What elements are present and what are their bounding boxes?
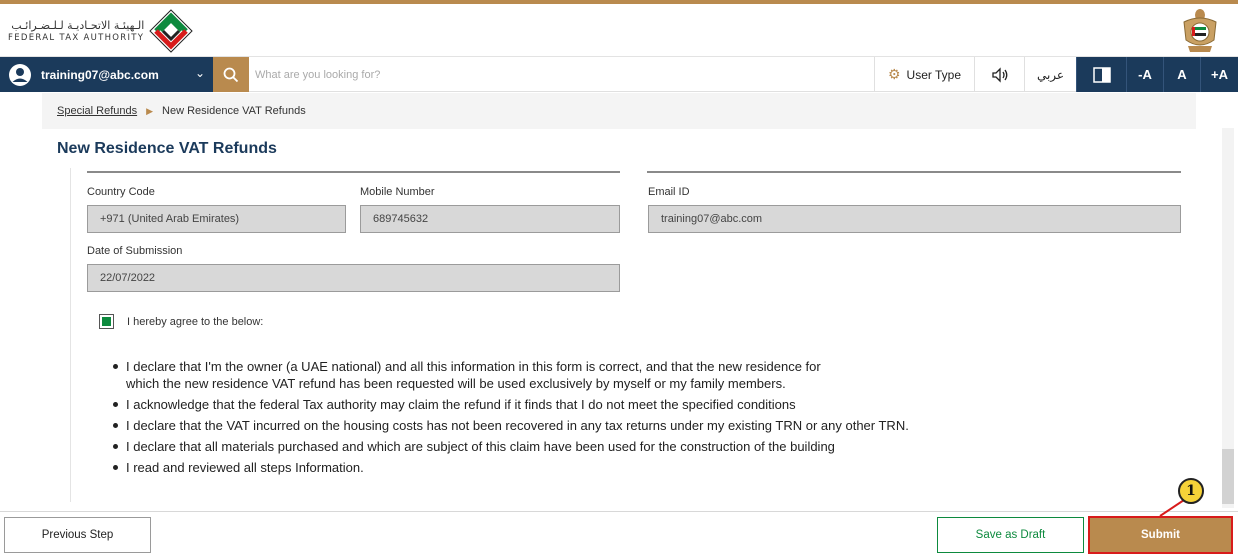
agree-checkbox[interactable] [99, 314, 114, 329]
agree-label: I hereby agree to the below: [127, 315, 264, 328]
section-divider [647, 171, 1181, 173]
font-decrease-button[interactable]: -A [1126, 57, 1163, 92]
breadcrumb-arrow-icon: ▶ [146, 105, 154, 116]
speaker-icon [991, 67, 1009, 83]
page-title: New Residence VAT Refunds [57, 140, 277, 157]
previous-step-button[interactable]: Previous Step [4, 517, 151, 553]
mobile-number-field[interactable]: 689745632 [360, 205, 620, 233]
font-normal-button[interactable]: A [1163, 57, 1200, 92]
form-content [70, 168, 1196, 502]
logo-english-text: FEDERAL TAX AUTHORITY [8, 32, 145, 43]
audio-button[interactable] [974, 57, 1024, 92]
gear-icon: ⚙ [887, 66, 901, 82]
country-code-label: Country Code [87, 186, 155, 198]
user-email: training07@abc.com [41, 67, 159, 82]
top-navbar [0, 57, 1238, 92]
uae-emblem-icon [1180, 6, 1220, 56]
declaration-item: I declare that the VAT incurred on the housing costs has not been recovered in any tax returns under my existing TRN or any other TRN. [111, 417, 1071, 434]
user-type-button[interactable] [874, 57, 974, 92]
breadcrumb-link-special-refunds[interactable]: Special Refunds [57, 105, 138, 117]
contrast-icon [1093, 67, 1111, 83]
declaration-text-continued: which the new residence VAT refund has been requested will be used exclusively by myself or my family members. [126, 376, 786, 391]
search-button[interactable] [213, 57, 249, 92]
declaration-item: I read and reviewed all steps Information. [111, 459, 1071, 476]
declaration-item: I acknowledge that the federal Tax authority may claim the refund if it finds that I do not meet the specified conditions [111, 396, 1071, 413]
search-input[interactable] [255, 61, 865, 88]
section-divider [87, 171, 620, 173]
country-code-field[interactable]: +971 (United Arab Emirates) [87, 205, 346, 233]
search-icon [223, 67, 239, 83]
logo-arabic-text: الـهيئـة الاتحـاديـة لـلـضـرائـب [11, 18, 145, 32]
font-increase-button[interactable]: +A [1200, 57, 1238, 92]
contrast-toggle[interactable] [1076, 57, 1126, 92]
callout-badge: 1 [1178, 478, 1204, 504]
mobile-number-label: Mobile Number [360, 186, 435, 198]
declaration-text: I declare that I'm the owner (a UAE national) and all this information in this form is correct, and that the new residence for [126, 359, 821, 374]
fta-logo-icon [148, 8, 194, 54]
checkbox-check-mark [102, 317, 111, 326]
fta-logo[interactable] [8, 8, 194, 54]
email-id-label: Email ID [648, 186, 690, 198]
user-avatar-icon [8, 63, 32, 87]
email-id-field[interactable]: training07@abc.com [648, 205, 1181, 233]
declaration-item: I declare that all materials purchased and which are subject of this claim have been used for the construction of the building [111, 438, 1071, 455]
action-footer [0, 511, 1238, 558]
user-type-label: User Type [906, 67, 962, 82]
date-of-submission-field[interactable]: 22/07/2022 [87, 264, 620, 292]
language-toggle[interactable]: عربي [1024, 57, 1076, 92]
breadcrumb-current: New Residence VAT Refunds [162, 105, 306, 117]
user-menu[interactable] [0, 57, 213, 92]
scrollbar-thumb[interactable] [1222, 449, 1234, 504]
agreement-row [99, 314, 263, 329]
submit-button[interactable]: Submit [1088, 516, 1233, 554]
chevron-down-icon: ⌄ [194, 66, 205, 80]
declaration-item [111, 358, 1071, 392]
declarations-list [111, 358, 1071, 480]
breadcrumb [42, 93, 1196, 129]
logo-text [8, 19, 144, 44]
site-header [0, 4, 1238, 57]
save-as-draft-button[interactable]: Save as Draft [937, 517, 1084, 553]
date-of-submission-label: Date of Submission [87, 245, 183, 257]
